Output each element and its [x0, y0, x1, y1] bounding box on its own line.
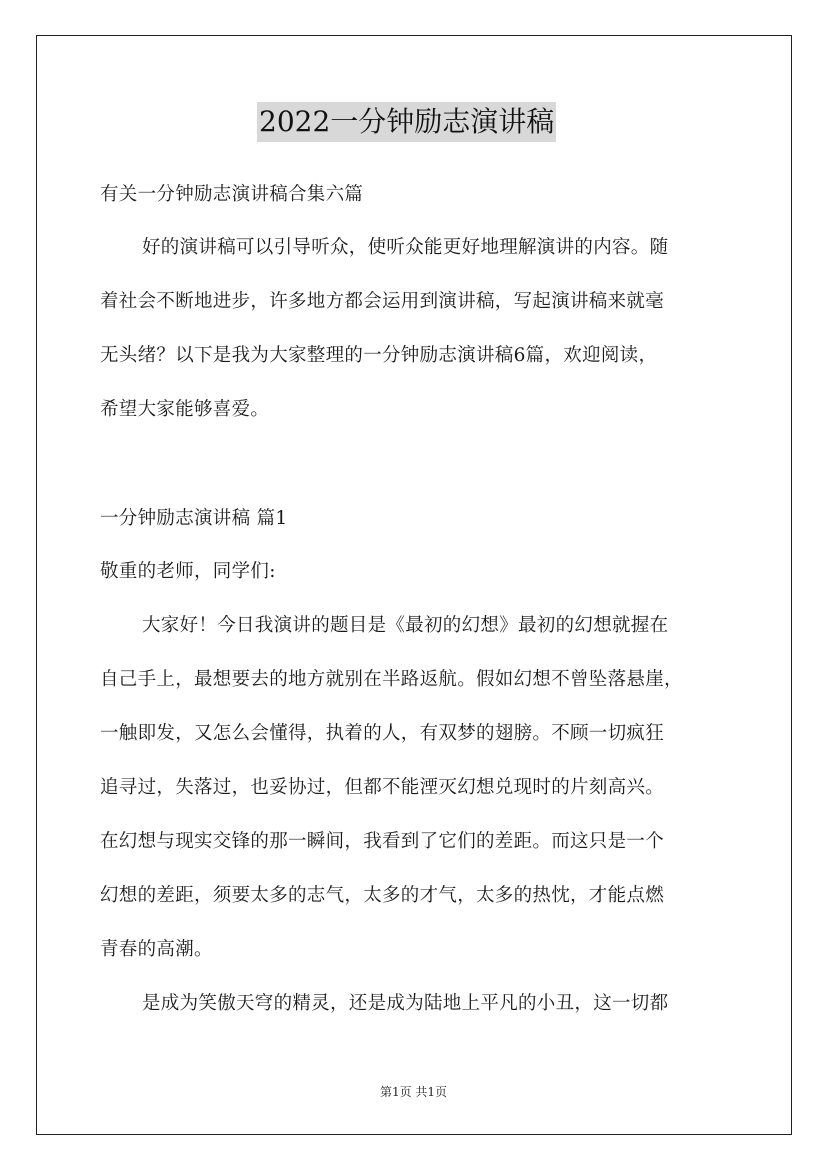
document-title: 2022一分钟励志演讲稿: [257, 102, 556, 142]
intro-line: 好的演讲稿可以引导听众，使听众能更好地理解演讲的内容。随: [142, 237, 669, 258]
body-line: 大家好！今日我演讲的题目是《最初的幻想》最初的幻想就握在: [142, 615, 669, 636]
body-line: 一触即发，又怎么会懂得，执着的人，有双梦的翅膀。不顾一切疯狂: [100, 723, 665, 744]
body-line: 在幻想与现实交锋的那一瞬间，我看到了它们的差距。而这只是一个: [100, 831, 665, 852]
page-footer: 第1页 共1页: [379, 1085, 448, 1099]
salutation: 敬重的老师，同学们:: [100, 561, 276, 582]
body-line: 是成为笑傲天穹的精灵，还是成为陆地上平凡的小丑，这一切都: [142, 993, 669, 1014]
document-subtitle: 有关一分钟励志演讲稿合集六篇: [100, 184, 364, 205]
body-line: 自己手上，最想要去的地方就别在半路返航。假如幻想不曾坠落悬崖，: [100, 669, 683, 690]
body-line: 青春的高潮。: [100, 939, 213, 960]
body-line: 追寻过，失落过，也妥协过，但都不能湮灭幻想兑现时的片刻高兴。: [100, 777, 665, 798]
section-heading: 一分钟励志演讲稿 篇1: [100, 508, 288, 529]
intro-line: 希望大家能够喜爱。: [100, 399, 270, 420]
body-line: 幻想的差距，须要太多的志气，太多的才气，太多的热忱，才能点燃: [100, 885, 665, 906]
intro-line: 着社会不断地进步，许多地方都会运用到演讲稿，写起演讲稿来就毫: [100, 291, 665, 312]
intro-line: 无头绪？以下是我为大家整理的一分钟励志演讲稿6篇，欢迎阅读，: [100, 345, 658, 366]
